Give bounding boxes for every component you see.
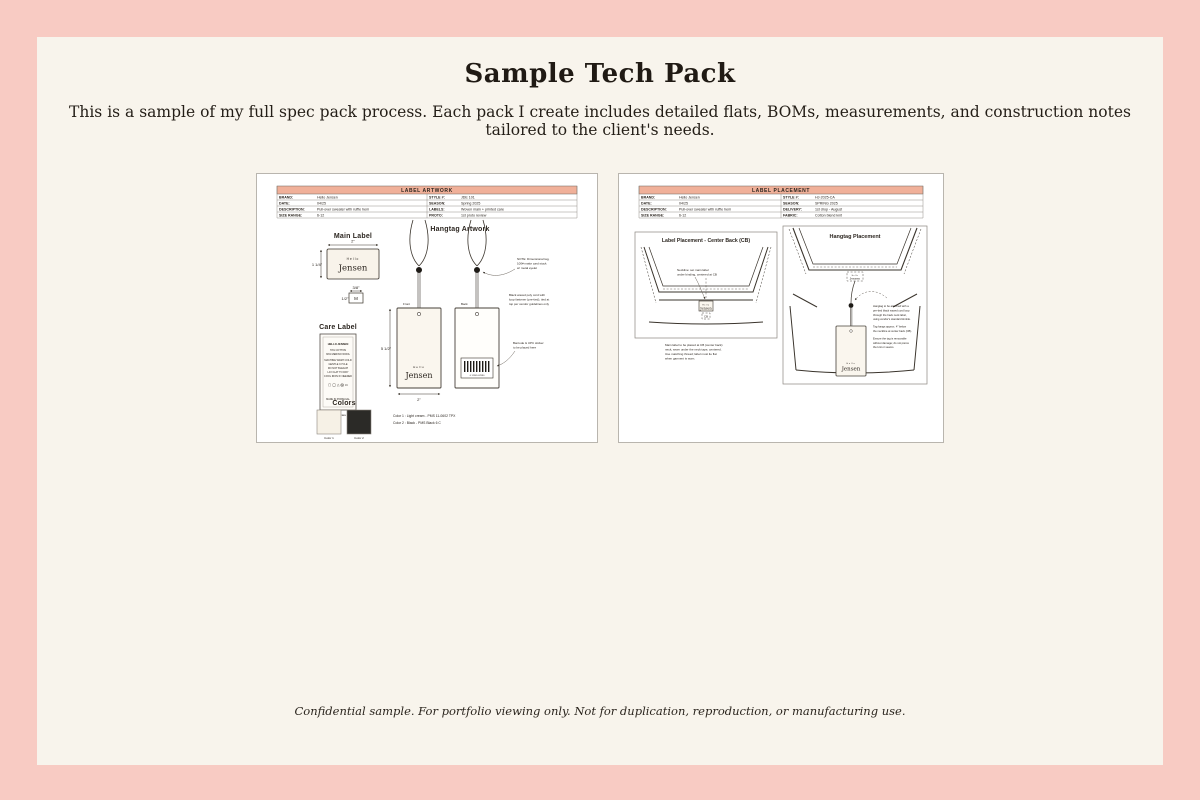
panel-b-title: Hangtag Placement <box>829 234 881 240</box>
label-placement-panel <box>635 232 777 361</box>
note-line: Main label to be placed at CB (center back) <box>665 343 723 347</box>
sheet-label-placement <box>618 173 944 443</box>
info-value: 04/25 <box>317 201 326 206</box>
tag-front-label: Front <box>403 302 411 306</box>
info-key: SIZE RANGE: <box>641 213 665 218</box>
barcode-note <box>497 341 544 366</box>
neckline-annotation <box>677 268 717 299</box>
care-line: COOL IRON IF NEEDED <box>324 375 352 378</box>
page-canvas <box>37 37 1163 765</box>
note-line: 100# matte card stock <box>517 261 547 266</box>
size-tab-height-dim: 1/2" <box>341 296 349 301</box>
hangtag-width-dim: 2" <box>417 397 421 402</box>
info-value: Spring 2025 <box>461 201 481 206</box>
info-key: STYLE #: <box>783 195 799 200</box>
note-line: to be placed here <box>513 345 537 350</box>
neck-label-logo-top: Hello <box>851 274 859 277</box>
label-artwork-drawing <box>257 174 597 442</box>
care-line: LAY FLAT TO DRY <box>327 371 349 374</box>
care-line: HELLO JENSEN <box>327 343 349 346</box>
tag-back-label: Back <box>461 302 468 306</box>
panel-a-title: Label Placement - Center Back (CB) <box>661 238 751 244</box>
note-line: Tag hangs approx. 4" below <box>873 325 907 329</box>
barcode-digits: 0 12345 67890 <box>469 375 485 377</box>
note-line: under binding, centered at CB <box>677 272 717 277</box>
page-subtitle: This is a sample of my full spec pack process. Each pack I create includes detailed flats, BOMs, measurements, and construction notes tailored to the client's needs. <box>69 103 1131 139</box>
hangtag-note-cord <box>509 293 550 306</box>
note-line: Use matching thread; label must lie flat <box>665 352 717 356</box>
note-line: without damage; do not pierce <box>873 341 910 345</box>
hangtag-logo-top: Hello <box>413 365 425 369</box>
note-line: Neckline: set main label <box>677 268 709 272</box>
info-key: SEASON: <box>783 201 800 206</box>
info-value: Cotton blend knit <box>815 213 842 218</box>
size-tab-width-dim: 3/8" <box>352 285 360 290</box>
color-swatch-2 <box>347 410 371 434</box>
note-line: the neckline at center back (CB). <box>873 330 912 333</box>
barcode <box>464 361 490 372</box>
info-key: DATE: <box>279 201 290 206</box>
note-line: NOTE: Dimensional tag, <box>517 257 550 261</box>
info-value: 1st drop - August <box>815 207 843 212</box>
note-line: through the back neck label, <box>873 313 907 317</box>
info-value: Woven main + printed care <box>461 207 504 212</box>
main-label-width-dim: 2" <box>351 238 355 244</box>
note-line: Barcode & UPC sticker <box>513 341 544 345</box>
info-key: DESCRIPTION: <box>279 207 305 212</box>
info-key: DATE: <box>641 201 652 206</box>
care-line: 70% COTTON <box>329 349 347 352</box>
panel-a-note <box>665 343 723 361</box>
info-value: JDE 101 <box>461 195 475 200</box>
care-line: MADE IN PORTUGAL <box>326 398 350 401</box>
sheet2-info-table <box>639 186 923 218</box>
care-line: 30% MERINO WOOL <box>325 353 351 356</box>
care-line: GENTLE CYCLE <box>328 363 348 366</box>
hangtag-heading: Hangtag Artwork <box>430 226 490 233</box>
main-label-logo-top: Hello <box>346 257 360 261</box>
info-key: SEASON: <box>429 201 446 206</box>
care-line: DO NOT BLEACH <box>327 367 349 370</box>
info-key: DELIVERY: <box>783 207 802 212</box>
info-value: SPRING 2025 <box>815 201 838 206</box>
cord-bead <box>849 303 854 308</box>
note-line: neck, sewn under the neck tape, centered. <box>665 347 722 352</box>
eyelet <box>850 330 853 333</box>
info-key: SIZE RANGE: <box>279 213 303 218</box>
color-swatch-1 <box>317 410 341 434</box>
hangtag-height-dim: 5 1/2" <box>380 346 392 351</box>
note-line: when garment is worn. <box>665 356 696 361</box>
confidentiality-footer: Confidential sample. For portfolio viewing only. Not for duplication, reproduction, or manufacturing use. <box>294 703 906 718</box>
note-line: w/ metal eyelet <box>517 266 538 270</box>
info-key: STYLE #: <box>429 195 445 200</box>
colors-section <box>317 400 456 440</box>
info-value: Hello Jensen <box>317 195 338 200</box>
care-symbols: ▢ ◯ △ ⨂ ▭ <box>328 383 348 387</box>
info-key: PROTO: <box>429 213 443 218</box>
main-label-logo: Jensen <box>338 263 368 274</box>
color-legend-2: Color 2 : Black - PMS Black 6 C <box>393 421 441 425</box>
info-value: HJ-2025-CA <box>815 195 835 200</box>
care-line: MACHINE WASH COLD <box>324 359 352 362</box>
sheet-label-artwork <box>256 173 598 443</box>
cb-mark: CB <box>704 314 708 319</box>
note-line: loop fastener (pre-tied), tied at <box>509 297 550 302</box>
eyelet <box>417 312 420 315</box>
page-title: Sample Tech Pack <box>464 59 736 89</box>
neck-label-logo: Jensen <box>849 276 861 281</box>
note-line: pre-tied black waxed cord loop <box>873 309 910 313</box>
info-key: BRAND: <box>279 195 294 200</box>
info-key: DESCRIPTION: <box>641 207 667 212</box>
hangtag-artwork-diagram <box>381 220 550 402</box>
info-key: LABELS: <box>429 207 445 212</box>
hangtag-note-cardstock <box>483 257 550 275</box>
info-value: Pull-over sweater with ruffle hem <box>317 207 370 212</box>
hangtag-placement-panel <box>783 226 927 384</box>
sheet1-info-table <box>277 186 577 218</box>
sheet1-header-title: LABEL ARTWORK <box>401 188 453 194</box>
info-key: FABRIC: <box>783 213 798 218</box>
color-legend-1: Color 1 : Light cream - PMS 11-0602 TPX <box>393 414 456 418</box>
care-label-heading: Care Label <box>319 324 357 331</box>
sheet2-header-title: LABEL PLACEMENT <box>751 188 811 194</box>
cord-bead <box>474 267 480 273</box>
info-value: 6-12 <box>679 213 687 218</box>
info-value: 6-12 <box>317 213 325 218</box>
main-label-heading: Main Label <box>333 233 373 240</box>
placed-tag-logo-top: Hello <box>846 363 856 365</box>
care-caption: care <box>340 413 347 417</box>
cb-label-logo-top: Hello <box>702 304 710 307</box>
label-placement-drawing <box>619 174 943 442</box>
cord-bead <box>416 267 422 273</box>
size-tab-letter: M <box>354 296 358 301</box>
placed-tag-logo: Jensen <box>841 366 861 373</box>
note-line: Ensure the tag is removable <box>873 337 907 341</box>
hangtag-logo: Jensen <box>405 371 433 380</box>
info-value: 1st proto review <box>461 213 487 218</box>
info-value: Hello Jensen <box>679 195 700 200</box>
panel-b-notes <box>873 304 912 349</box>
info-key: BRAND: <box>641 195 656 200</box>
eyelet <box>475 312 478 315</box>
note-line: using vendor's standard kimble. <box>873 318 911 322</box>
tech-pack-sheets <box>37 173 1163 443</box>
note-line: the knit or seams. <box>873 346 895 350</box>
colors-heading: Colors <box>332 400 356 407</box>
main-label-height-dim: 1 1/4" <box>311 262 323 267</box>
cb-label-logo: Jensen <box>700 306 712 311</box>
info-value: Pull-over sweater with ruffle hem <box>679 207 732 212</box>
note-line: Black waxed poly cord with <box>509 293 546 297</box>
main-label-diagram <box>312 233 379 303</box>
info-value: 04/25 <box>679 201 688 206</box>
swatch1-label: Color 1 <box>324 436 334 440</box>
note-line: top per vendor guidelines only <box>509 302 550 306</box>
swatch2-label: Color 2 <box>354 436 364 440</box>
note-line: Hangtag to be attached with a <box>873 305 909 308</box>
